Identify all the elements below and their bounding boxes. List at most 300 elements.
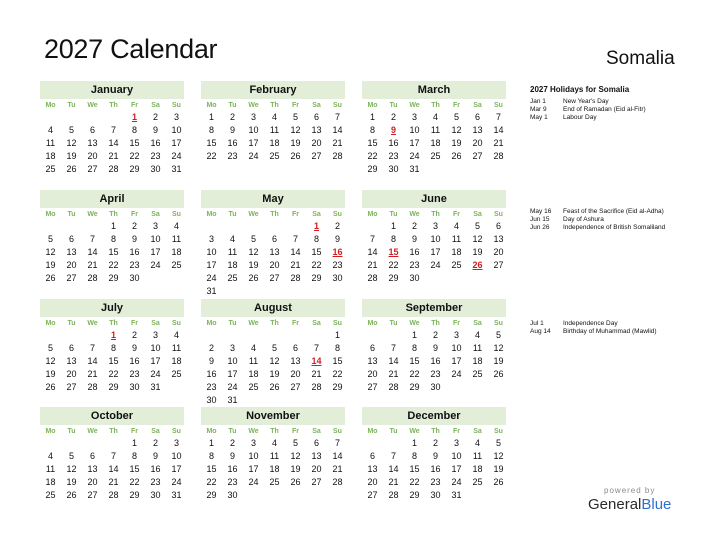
day-cell: 9 [229, 125, 235, 135]
day-cell: 26 [269, 382, 280, 392]
weekday-label: Tu [67, 428, 76, 435]
weekday-label: Mo [206, 320, 217, 327]
day-cell: 18 [45, 477, 56, 487]
day-cell: 13 [290, 356, 301, 366]
day-cell: 20 [367, 369, 378, 379]
day-cell: 28 [332, 477, 343, 487]
weekday-label: Sa [151, 211, 160, 218]
day-cell: 29 [206, 490, 217, 500]
day-cell: 3 [250, 438, 256, 448]
day-cell: 8 [131, 125, 137, 135]
weekday-label: Su [172, 320, 181, 327]
day-cell: 13 [311, 451, 322, 461]
day-cell: 12 [493, 451, 504, 461]
weekday-label: Th [431, 320, 440, 327]
day-cell: 10 [227, 356, 238, 366]
day-cell: 7 [89, 234, 95, 244]
day-cell: 1 [110, 221, 116, 231]
day-cell: 22 [311, 260, 322, 270]
day-cell: 6 [68, 234, 74, 244]
day-cell: 15 [311, 247, 322, 257]
day-cell: 4 [432, 112, 438, 122]
day-cell: 4 [453, 221, 459, 231]
day-cell: 28 [108, 164, 119, 174]
day-cell: 6 [89, 125, 95, 135]
day-cell: 10 [248, 125, 259, 135]
holiday-day: 16 [332, 247, 343, 257]
day-cell: 15 [108, 356, 119, 366]
weekday-label: We [248, 320, 259, 327]
day-cell: 20 [472, 138, 483, 148]
weekday-label: Sa [473, 428, 482, 435]
footer-logo [588, 486, 671, 513]
day-cell: 4 [173, 330, 179, 340]
day-cell: 27 [367, 490, 378, 500]
weekday-label: Sa [312, 211, 321, 218]
day-cell: 18 [248, 369, 259, 379]
day-cell: 3 [208, 234, 214, 244]
weekday-label: Th [431, 211, 440, 218]
weekday-label: Sa [312, 102, 321, 109]
day-cell: 24 [227, 382, 238, 392]
day-cell: 21 [108, 151, 119, 161]
day-cell: 9 [208, 356, 214, 366]
month-2 [362, 81, 506, 176]
holiday-day: 1 [313, 221, 319, 231]
day-cell: 7 [292, 234, 298, 244]
day-cell: 22 [206, 151, 217, 161]
weekday-label: Mo [45, 428, 56, 435]
day-cell: 8 [411, 451, 417, 461]
day-cell: 26 [66, 490, 77, 500]
day-cell: 31 [171, 490, 182, 500]
weekday-label: We [248, 428, 259, 435]
month-3 [40, 190, 184, 285]
weekday-label: Mo [45, 211, 56, 218]
day-cell: 31 [227, 395, 238, 405]
day-cell: 10 [206, 247, 217, 257]
day-cell: 10 [409, 125, 420, 135]
weekday-label: We [87, 320, 98, 327]
day-cell: 25 [248, 382, 259, 392]
day-cell: 11 [472, 451, 483, 461]
day-cell: 31 [206, 286, 217, 296]
day-cell: 30 [332, 273, 343, 283]
day-cell: 27 [472, 151, 483, 161]
holiday-date: May 16 [530, 208, 552, 215]
day-cell: 15 [409, 464, 420, 474]
day-cell: 23 [332, 260, 343, 270]
weekday-label: We [87, 428, 98, 435]
day-cell: 22 [388, 260, 399, 270]
day-cell: 10 [451, 343, 462, 353]
weekday-label: Th [270, 102, 279, 109]
day-cell: 14 [290, 247, 301, 257]
weekday-label: Th [431, 428, 440, 435]
day-cell: 8 [313, 234, 319, 244]
day-cell: 23 [388, 151, 399, 161]
day-cell: 16 [150, 138, 161, 148]
day-cell: 21 [87, 260, 98, 270]
weekday-label: Su [333, 102, 342, 109]
day-cell: 5 [292, 438, 298, 448]
day-cell: 24 [150, 260, 161, 270]
day-cell: 20 [290, 369, 301, 379]
weekday-label: Tu [67, 211, 76, 218]
day-cell: 2 [334, 221, 340, 231]
holiday-name: Labour Day [563, 114, 597, 121]
weekday-label: Th [270, 428, 279, 435]
weekday-label: Fr [131, 428, 138, 435]
day-cell: 24 [430, 260, 441, 270]
day-cell: 22 [129, 477, 140, 487]
weekday-label: Sa [473, 320, 482, 327]
weekday-label: Fr [292, 428, 299, 435]
holiday-date: Jan 1 [530, 98, 546, 105]
day-cell: 4 [173, 221, 179, 231]
day-cell: 16 [150, 464, 161, 474]
holiday-day: 1 [110, 330, 116, 340]
day-cell: 6 [474, 112, 480, 122]
holiday-day: 14 [311, 356, 322, 366]
day-cell: 18 [451, 247, 462, 257]
day-cell: 26 [493, 369, 504, 379]
day-cell: 20 [311, 464, 322, 474]
day-cell: 30 [129, 382, 140, 392]
empty-cell [243, 329, 264, 342]
day-cell: 30 [430, 382, 441, 392]
day-cell: 11 [269, 451, 280, 461]
day-cell: 29 [108, 273, 119, 283]
month-days-grid [201, 99, 345, 163]
day-cell: 30 [227, 490, 238, 500]
day-cell: 25 [472, 477, 483, 487]
day-cell: 11 [45, 138, 56, 148]
day-cell: 28 [493, 151, 504, 161]
month-days-grid [362, 425, 506, 502]
day-cell: 1 [411, 330, 417, 340]
empty-cell [243, 220, 264, 233]
day-cell: 26 [290, 477, 301, 487]
day-cell: 21 [493, 138, 504, 148]
holiday-day: 26 [472, 260, 483, 270]
day-cell: 27 [87, 490, 98, 500]
day-cell: 24 [451, 477, 462, 487]
day-cell: 19 [493, 356, 504, 366]
weekday-label: Tu [228, 320, 237, 327]
day-cell: 29 [108, 382, 119, 392]
weekday-label: Mo [45, 102, 56, 109]
day-cell: 11 [430, 125, 441, 135]
day-cell: 7 [390, 451, 396, 461]
day-cell: 25 [45, 164, 56, 174]
holiday-row [530, 114, 646, 122]
holiday-row [530, 224, 665, 232]
day-cell: 6 [495, 221, 501, 231]
day-cell: 9 [432, 343, 438, 353]
weekday-label: Su [172, 428, 181, 435]
month-5 [362, 190, 506, 285]
brand-general: General [588, 496, 642, 513]
day-cell: 4 [250, 343, 256, 353]
weekday-label: Sa [473, 102, 482, 109]
day-cell: 3 [229, 343, 235, 353]
day-cell: 12 [290, 451, 301, 461]
day-cell: 9 [131, 343, 137, 353]
day-cell: 6 [369, 343, 375, 353]
day-cell: 11 [45, 464, 56, 474]
empty-cell [264, 329, 285, 342]
day-cell: 26 [451, 151, 462, 161]
day-cell: 27 [66, 382, 77, 392]
day-cell: 7 [110, 125, 116, 135]
day-cell: 5 [474, 221, 480, 231]
day-cell: 7 [495, 112, 501, 122]
day-cell: 14 [332, 451, 343, 461]
day-cell: 30 [129, 273, 140, 283]
weekday-label: Tu [389, 211, 398, 218]
day-cell: 10 [248, 451, 259, 461]
day-cell: 31 [409, 164, 420, 174]
day-cell: 2 [152, 112, 158, 122]
day-cell: 4 [271, 112, 277, 122]
day-cell: 19 [66, 151, 77, 161]
holiday-date: May 1 [530, 114, 548, 121]
empty-cell [82, 220, 103, 233]
month-name: April [40, 190, 184, 208]
weekday-label: Su [333, 320, 342, 327]
day-cell: 19 [451, 138, 462, 148]
day-cell: 1 [369, 112, 375, 122]
weekday-label: Mo [206, 428, 217, 435]
weekday-label: Su [333, 211, 342, 218]
weekday-label: Fr [453, 211, 460, 218]
weekday-label: Fr [453, 428, 460, 435]
day-cell: 17 [227, 369, 238, 379]
weekday-label: Tu [389, 428, 398, 435]
day-cell: 27 [87, 164, 98, 174]
month-name: July [40, 299, 184, 317]
month-name: November [201, 407, 345, 425]
day-cell: 22 [129, 151, 140, 161]
day-cell: 7 [313, 343, 319, 353]
day-cell: 8 [110, 234, 116, 244]
day-cell: 4 [271, 438, 277, 448]
day-cell: 25 [451, 260, 462, 270]
weekday-label: Tu [67, 320, 76, 327]
empty-cell [40, 329, 61, 342]
day-cell: 22 [367, 151, 378, 161]
day-cell: 14 [87, 247, 98, 257]
month-10 [201, 407, 345, 502]
day-cell: 13 [66, 247, 77, 257]
weekday-label: We [248, 211, 259, 218]
holiday-name: Independence of British Somaliland [563, 224, 666, 231]
month-days-grid [201, 208, 345, 298]
day-cell: 13 [472, 125, 483, 135]
day-cell: 17 [430, 247, 441, 257]
day-cell: 17 [171, 138, 182, 148]
day-cell: 21 [388, 477, 399, 487]
day-cell: 30 [206, 395, 217, 405]
holiday-row [530, 216, 665, 224]
day-cell: 10 [430, 234, 441, 244]
weekday-label: We [248, 102, 259, 109]
day-cell: 26 [66, 164, 77, 174]
day-cell: 8 [131, 451, 137, 461]
day-cell: 7 [390, 343, 396, 353]
day-cell: 30 [150, 490, 161, 500]
day-cell: 14 [493, 125, 504, 135]
day-cell: 17 [150, 247, 161, 257]
day-cell: 14 [332, 125, 343, 135]
day-cell: 24 [171, 477, 182, 487]
day-cell: 26 [45, 382, 56, 392]
day-cell: 15 [108, 247, 119, 257]
weekday-label: Th [109, 211, 118, 218]
day-cell: 10 [451, 451, 462, 461]
holiday-row [530, 320, 657, 328]
day-cell: 5 [47, 234, 53, 244]
day-cell: 16 [227, 138, 238, 148]
day-cell: 28 [332, 151, 343, 161]
day-cell: 20 [367, 477, 378, 487]
empty-cell [362, 437, 383, 450]
empty-cell [222, 329, 243, 342]
day-cell: 29 [388, 273, 399, 283]
day-cell: 11 [171, 343, 182, 353]
day-cell: 29 [332, 382, 343, 392]
day-cell: 12 [493, 343, 504, 353]
day-cell: 25 [227, 273, 238, 283]
month-8 [362, 299, 506, 394]
day-cell: 6 [292, 343, 298, 353]
day-cell: 2 [411, 221, 417, 231]
day-cell: 13 [87, 464, 98, 474]
day-cell: 18 [472, 464, 483, 474]
holiday-date: Jun 15 [530, 216, 550, 223]
day-cell: 7 [334, 112, 340, 122]
month-7 [201, 299, 345, 407]
weekday-label: Mo [45, 320, 56, 327]
day-cell: 1 [334, 330, 340, 340]
day-cell: 21 [87, 369, 98, 379]
day-cell: 29 [129, 164, 140, 174]
day-cell: 5 [68, 125, 74, 135]
day-cell: 11 [269, 125, 280, 135]
day-cell: 23 [227, 151, 238, 161]
day-cell: 20 [66, 369, 77, 379]
holiday-name: Birthday of Muhammad (Mawlid) [563, 328, 657, 335]
day-cell: 20 [66, 260, 77, 270]
empty-cell [103, 437, 124, 450]
day-cell: 17 [451, 356, 462, 366]
day-cell: 12 [66, 464, 77, 474]
day-cell: 27 [290, 382, 301, 392]
month-days-grid [362, 317, 506, 394]
day-cell: 9 [334, 234, 340, 244]
weekday-label: We [409, 428, 420, 435]
weekday-label: Fr [292, 320, 299, 327]
weekday-label: Fr [292, 102, 299, 109]
holiday-date: Jul 1 [530, 320, 544, 327]
day-cell: 28 [388, 490, 399, 500]
day-cell: 15 [206, 138, 217, 148]
country-name: Somalia [606, 48, 675, 69]
day-cell: 2 [229, 112, 235, 122]
day-cell: 10 [150, 234, 161, 244]
day-cell: 15 [206, 464, 217, 474]
month-days-grid [201, 317, 345, 407]
month-name: May [201, 190, 345, 208]
weekday-label: Sa [312, 428, 321, 435]
day-cell: 3 [173, 438, 179, 448]
day-cell: 18 [472, 356, 483, 366]
weekday-label: We [87, 211, 98, 218]
day-cell: 15 [409, 356, 420, 366]
day-cell: 12 [45, 247, 56, 257]
day-cell: 24 [248, 151, 259, 161]
day-cell: 21 [311, 369, 322, 379]
day-cell: 5 [250, 234, 256, 244]
day-cell: 23 [150, 151, 161, 161]
day-cell: 11 [472, 343, 483, 353]
day-cell: 5 [495, 438, 501, 448]
weekday-label: Fr [131, 211, 138, 218]
weekday-label: We [409, 320, 420, 327]
day-cell: 4 [474, 330, 480, 340]
weekday-label: Tu [228, 211, 237, 218]
day-cell: 13 [87, 138, 98, 148]
day-cell: 11 [227, 247, 238, 257]
day-cell: 24 [409, 151, 420, 161]
day-cell: 8 [208, 451, 214, 461]
day-cell: 11 [451, 234, 462, 244]
weekday-label: Su [494, 102, 503, 109]
day-cell: 5 [68, 451, 74, 461]
holiday-date: Mar 9 [530, 106, 547, 113]
day-cell: 11 [171, 234, 182, 244]
month-days-grid [40, 99, 184, 176]
day-cell: 7 [334, 438, 340, 448]
month-days-grid [362, 208, 506, 285]
weekday-label: Tu [228, 102, 237, 109]
holiday-name: New Year's Day [563, 98, 609, 105]
brand-logo[interactable] [588, 496, 671, 513]
day-cell: 25 [45, 490, 56, 500]
day-cell: 1 [131, 438, 137, 448]
day-cell: 17 [171, 464, 182, 474]
day-cell: 18 [430, 138, 441, 148]
day-cell: 13 [367, 464, 378, 474]
weekday-label: Th [109, 428, 118, 435]
day-cell: 7 [89, 343, 95, 353]
weekday-label: Mo [367, 102, 378, 109]
day-cell: 22 [206, 477, 217, 487]
holiday-name: Feast of the Sacrifice (Eid al-Adha) [563, 208, 664, 215]
day-cell: 19 [66, 477, 77, 487]
day-cell: 26 [45, 273, 56, 283]
day-cell: 24 [150, 369, 161, 379]
day-cell: 3 [152, 330, 158, 340]
day-cell: 27 [493, 260, 504, 270]
weekday-label: Su [494, 211, 503, 218]
day-cell: 12 [45, 356, 56, 366]
day-cell: 23 [227, 477, 238, 487]
month-name: January [40, 81, 184, 99]
month-name: June [362, 190, 506, 208]
empty-cell [201, 220, 222, 233]
